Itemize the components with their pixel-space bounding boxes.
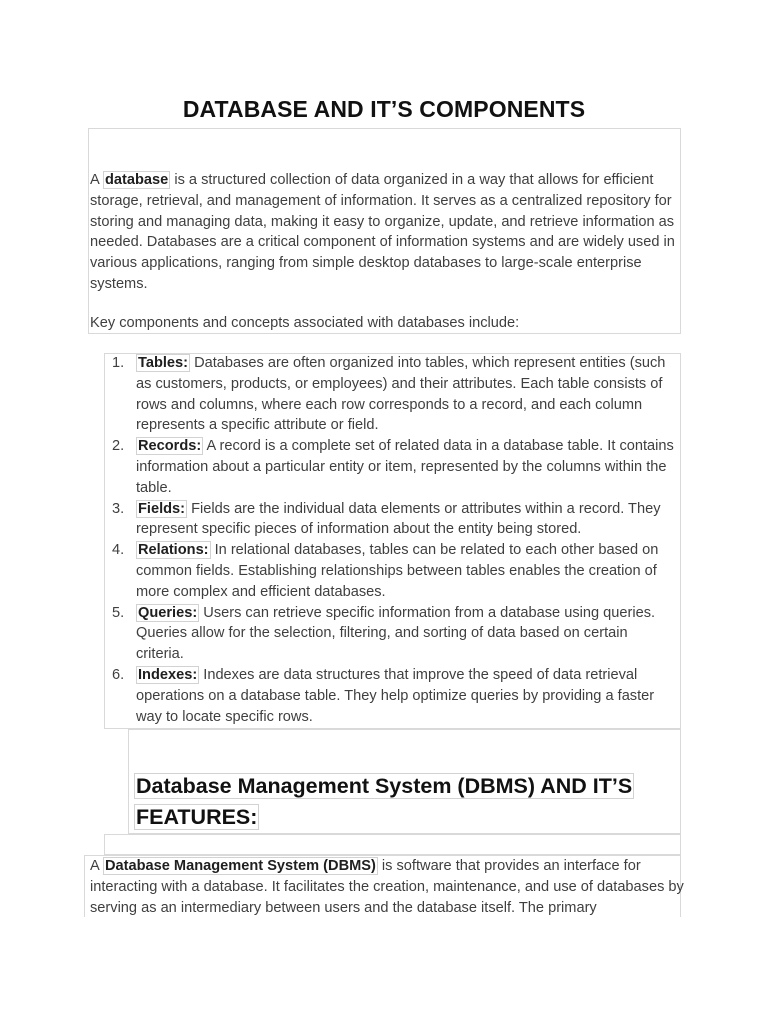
list-item-text: In relational databases, tables can be related to each other based on common fields. Establishing relationships between tables enables the creation of more complex and efficient databases. [136, 542, 659, 600]
term-indexes: Indexes: [138, 666, 198, 683]
spacer-frame [104, 834, 681, 855]
term-relations: Relations: [138, 542, 209, 559]
term-fields: Fields: [138, 500, 186, 517]
key-components-intro: Key components and concepts associated with databases include: [90, 315, 520, 331]
intro-text: is a structured collection of data organized in a way that allows for efficient storage, retrieval, and management of information. It serves as a centralized repository for storing and managing data, making it easy to organize, update, and retrieve information as needed. Databases are a critical component of information systems and are widely used in various applications, ranging from simple desktop databases to large-scale enterprise systems. [90, 172, 675, 292]
components-list [104, 353, 674, 727]
dbms-term: Database Management System (DBMS) [104, 858, 376, 874]
list-number: 6. [112, 666, 125, 683]
list-number: 5. [112, 604, 125, 621]
list-item-text: Databases are often organized into tables, which represent entities (such as customers, products, or employees) and their attributes. Each table consists of rows and columns, where each row corresponds to a record, and each column represents a specific attribute or field. [136, 355, 666, 434]
list-item-text: Fields are the individual data elements or attributes within a record. They represent specific pieces of information about the entity being stored. [136, 500, 661, 538]
term-tables: Tables: [138, 355, 189, 371]
intro-paragraph [90, 170, 680, 295]
list-number: 4. [112, 542, 125, 559]
term-records: Records: [138, 438, 202, 455]
list-item-text: A record is a complete set of related data in a database table. It contains information about a particular entity or item, represented by the columns within the table. [136, 438, 674, 496]
intro-prefix: A [90, 172, 103, 188]
dbms-section-clip [0, 855, 768, 918]
list-item [104, 499, 674, 541]
list-item [104, 603, 674, 665]
dbms-text: is software that provides an interface for interacting with a database. It facilitates the creation, maintenance, and use of databases by serving as an intermediary between users and the database itself. The primary [90, 858, 684, 916]
list-item [104, 353, 674, 436]
list-item-text: Indexes are data structures that improve the speed of data retrieval operations on a database table. They help optimize queries by providing a faster way to locate specific rows. [136, 666, 655, 725]
list-item [104, 436, 674, 498]
document-title: DATABASE AND IT’S COMPONENTS [182, 96, 586, 122]
intro-term-database: database [104, 172, 169, 188]
term-queries: Queries: [138, 604, 198, 621]
dbms-paragraph [90, 856, 690, 918]
list-item [104, 540, 674, 602]
dbms-heading-line2: FEATURES: [136, 805, 258, 829]
dbms-prefix: A [90, 858, 103, 874]
list-item-text: Users can retrieve specific information from a database using queries. Queries allow for the selection, filtering, and sorting of data based on certain criteria. [136, 604, 656, 663]
list-number: 3. [112, 500, 125, 517]
dbms-heading [134, 771, 654, 833]
list-number: 2. [112, 438, 125, 455]
list-number: 1. [112, 355, 125, 371]
list-item [104, 665, 674, 727]
dbms-heading-line1: Database Management System (DBMS) AND IT’S [136, 774, 633, 798]
